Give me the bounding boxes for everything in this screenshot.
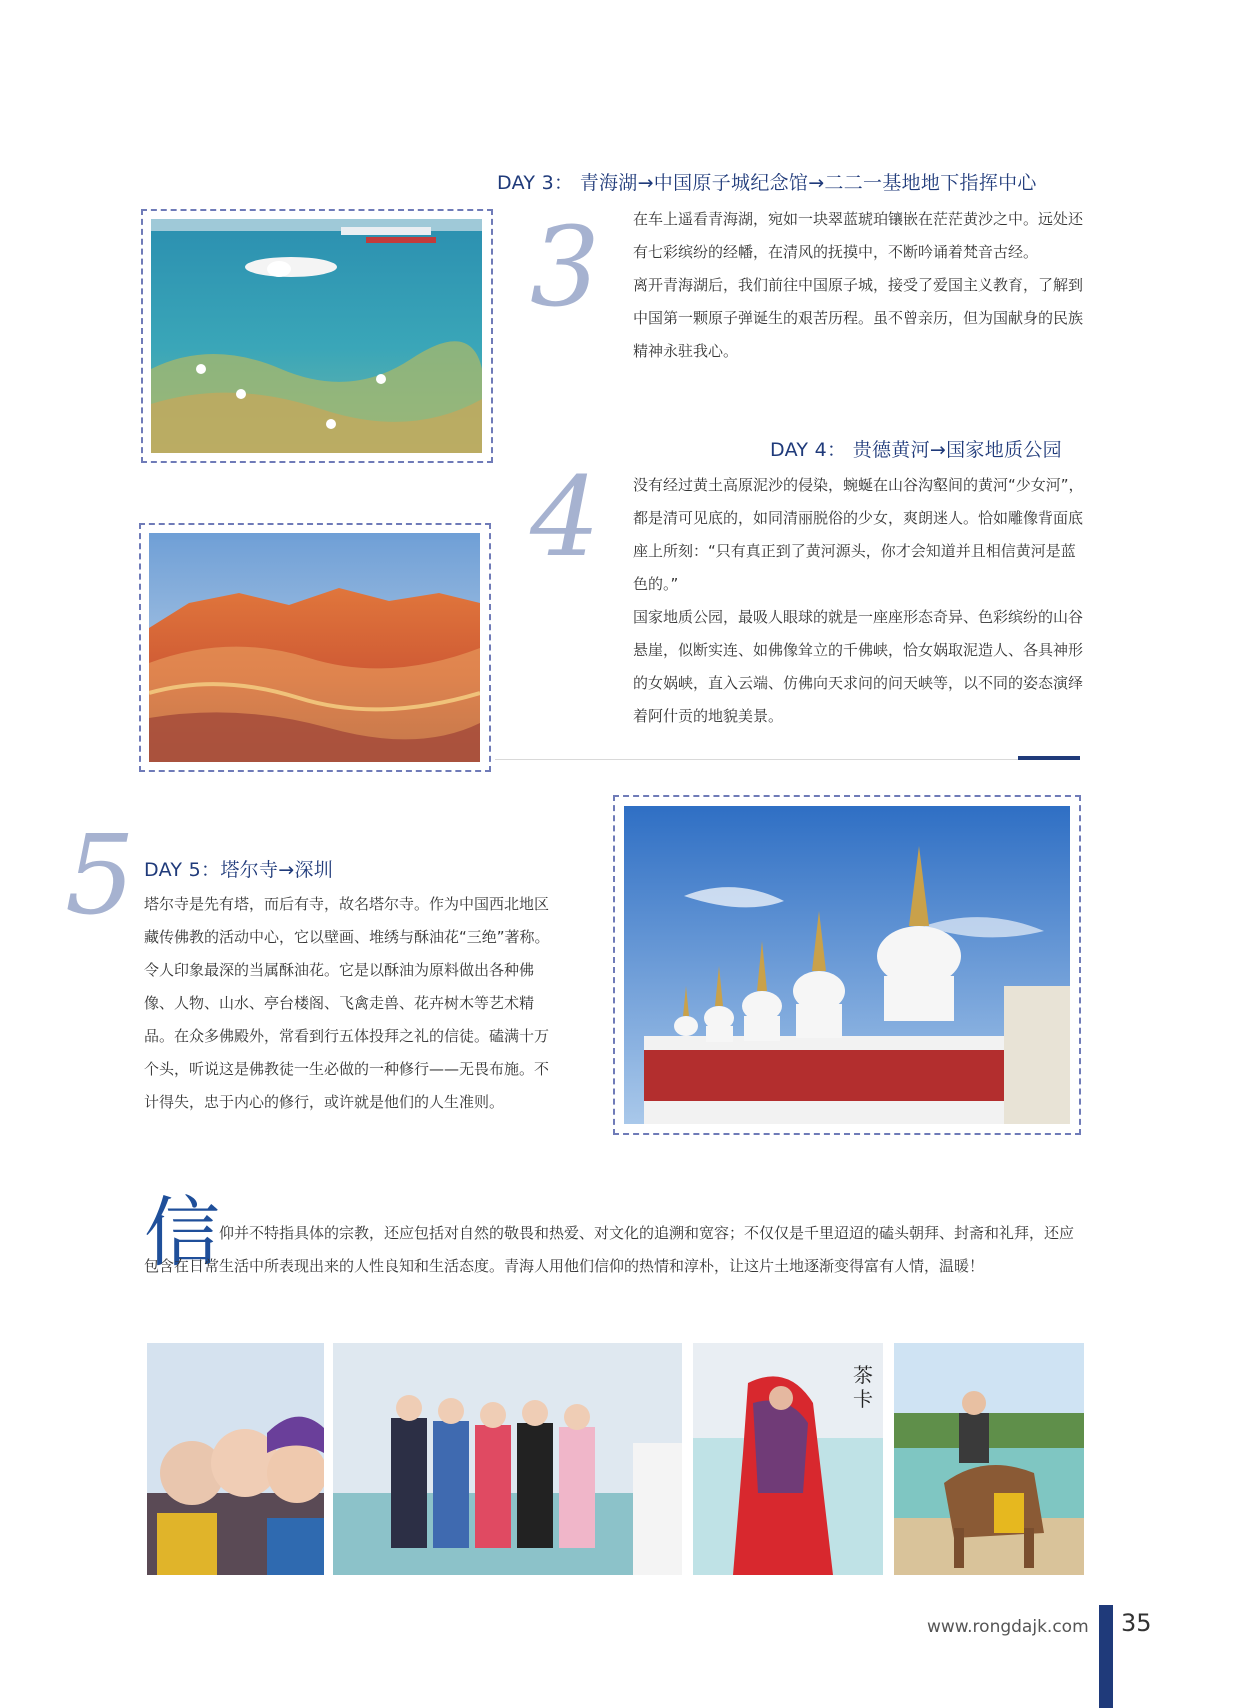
day3-title: DAY 3： 青海湖→中国原子城纪念馆→二二一基地地下指挥中心 (497, 172, 1037, 194)
chaka-caption: 茶卡 (853, 1363, 873, 1411)
day3-body (633, 203, 1088, 368)
day4-paragraph-2: 国家地质公园，最吸人眼球的就是一座座形态奇异、色彩缤纷的山谷悬崖，似断实连、如佛像耸立的千佛峡，恰女娲取泥造人、各具神形的女娲峡，直入云端、仿佛向天求问的问天峡等，以不同的姿态演绎着阿什贡的地貌美景。 (633, 608, 1084, 725)
section-divider (495, 759, 1018, 760)
danxia-landform-photo (149, 533, 480, 762)
chaka-salt-lake-photo (693, 1343, 883, 1575)
page-number: 35 (1121, 1609, 1152, 1637)
day3-number: 3 (530, 203, 600, 331)
day3-paragraph-2: 离开青海湖后，我们前往中国原子城，接受了爱国主义教育，了解到中国第一颗原子弹诞生的艰苦历程。虽不曾亲历，但为国献身的民族精神永驻我心。 (633, 276, 1084, 360)
footer-website: www.rongdajk.com (927, 1617, 1089, 1637)
kumbum-stupas-photo (624, 806, 1070, 1124)
day5-number: 5 (65, 811, 135, 939)
camel-ride-photo (894, 1343, 1084, 1575)
closing-body (144, 1217, 1088, 1283)
day4-body (633, 469, 1088, 733)
day4-paragraph-1: 没有经过黄土高原泥沙的侵染，蜿蜒在山谷沟壑间的黄河“少女河”，都是清可见底的，如同清丽脱俗的少女，爽朗迷人。恰如雕像背面底座上所刻：“只有真正到了黄河源头，你才会知道并且相信黄河是蓝色的。” (633, 476, 1084, 593)
qinghai-lake-gulls-photo (151, 219, 482, 453)
group-selfie-photo (147, 1343, 324, 1575)
footer-accent-bar (1099, 1605, 1113, 1708)
day5-paragraph-1: 塔尔寺是先有塔，而后有寺，故名塔尔寺。作为中国西北地区藏传佛教的活动中心，它以壁画、堆绣与酥油花“三绝”著称。令人印象最深的当属酥油花。它是以酥油为原料做出各种佛像、人物、山水、亭台楼阁、飞禽走兽、花卉树木等艺术精品。在众多佛殿外，常看到行五体投拜之礼的信徒。磕满十万个头，听说这是佛教徒一生必做的一种修行——无畏布施。不计得失，忠于内心的修行，或许就是他们的人生准则。 (144, 895, 550, 1111)
section-divider-accent (1018, 756, 1080, 760)
day5-body (144, 888, 556, 1119)
day4-title: DAY 4： 贵德黄河→国家地质公园 (770, 439, 1062, 461)
day4-number: 4 (530, 453, 600, 581)
closing-drop-cap: 信 (144, 1188, 220, 1277)
day3-paragraph-1: 在车上遥看青海湖，宛如一块翠蓝琥珀镶嵌在茫茫黄沙之中。远处还有七彩缤纷的经幡，在清风的抚摸中，不断吟诵着梵音古经。 (633, 210, 1084, 261)
closing-paragraph: 仰并不特指具体的宗教，还应包括对自然的敬畏和热爱、对文化的追溯和宽容；不仅仅是千里迢迢的磕头朝拜、封斋和礼拜，还应包含在日常生活中所表现出来的人性良知和生活态度。青海人用他们信仰的热情和淳朴，让这片土地逐渐变得富有人情，温暖！ (144, 1224, 1075, 1275)
group-lakeside-photo (333, 1343, 682, 1575)
day5-title: DAY 5：塔尔寺→深圳 (144, 859, 334, 881)
